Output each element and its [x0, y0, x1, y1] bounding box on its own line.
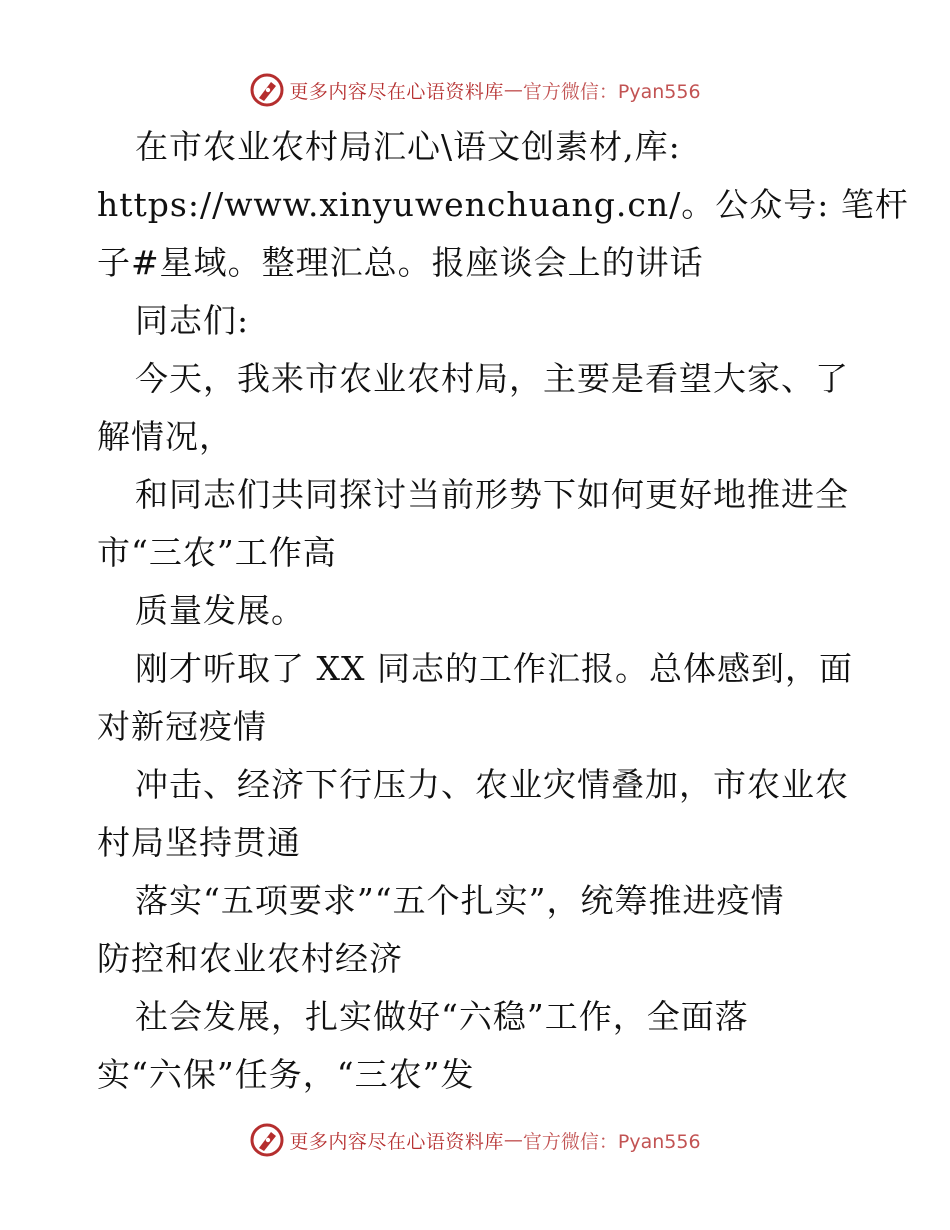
banner-separator: —	[503, 1129, 523, 1151]
text-line: 刚才听取了 XX 同志的工作汇报。总体感到，面	[135, 649, 853, 688]
text-line: 解情况，	[97, 417, 233, 456]
text-line: 子#星域。整理汇总。报座谈会上的讲话	[97, 243, 704, 282]
text-line: https://www.xinyuwenchuang.cn/。公众号: 笔杆	[97, 185, 909, 224]
text-line: 同志们:	[135, 301, 250, 340]
text-line: 冲击、经济下行压力、农业灾情叠加，市农业农	[135, 765, 849, 804]
banner-separator: —	[503, 79, 523, 101]
text-line: 和同志们共同探讨当前形势下如何更好地推进全	[135, 475, 849, 514]
pen-nib-logo-icon	[249, 1122, 285, 1158]
banner-brand: 更多内容尽在心语资料库	[289, 80, 504, 103]
text-line: 市“三农”工作高	[97, 533, 337, 572]
banner-suffix: 官方微信：Pyan556	[522, 1130, 701, 1153]
text-line: 实“六保”任务，“三农”发	[97, 1055, 475, 1094]
pen-nib-logo-icon	[249, 72, 285, 108]
banner-suffix: 官方微信：Pyan556	[522, 80, 701, 103]
document-body	[97, 118, 909, 1104]
banner-brand: 更多内容尽在心语资料库	[289, 1130, 504, 1153]
text-line: 在市农业农村局汇心\语文创素材,库:	[135, 127, 681, 166]
text-line: 落实“五项要求”“五个扎实”，统筹推进疫情	[135, 881, 785, 920]
text-line: 社会发展，扎实做好“六稳”工作，全面落	[135, 997, 749, 1036]
text-line: 对新冠疫情	[97, 707, 267, 746]
text-line: 村局坚持贯通	[97, 823, 301, 862]
text-line: 今天，我来市农业农村局，主要是看望大家、了	[135, 359, 849, 398]
footer-watermark	[0, 1120, 950, 1160]
text-line: 防控和农业农村经济	[97, 939, 403, 978]
header-watermark	[0, 70, 950, 110]
text-line: 质量发展。	[135, 591, 305, 630]
